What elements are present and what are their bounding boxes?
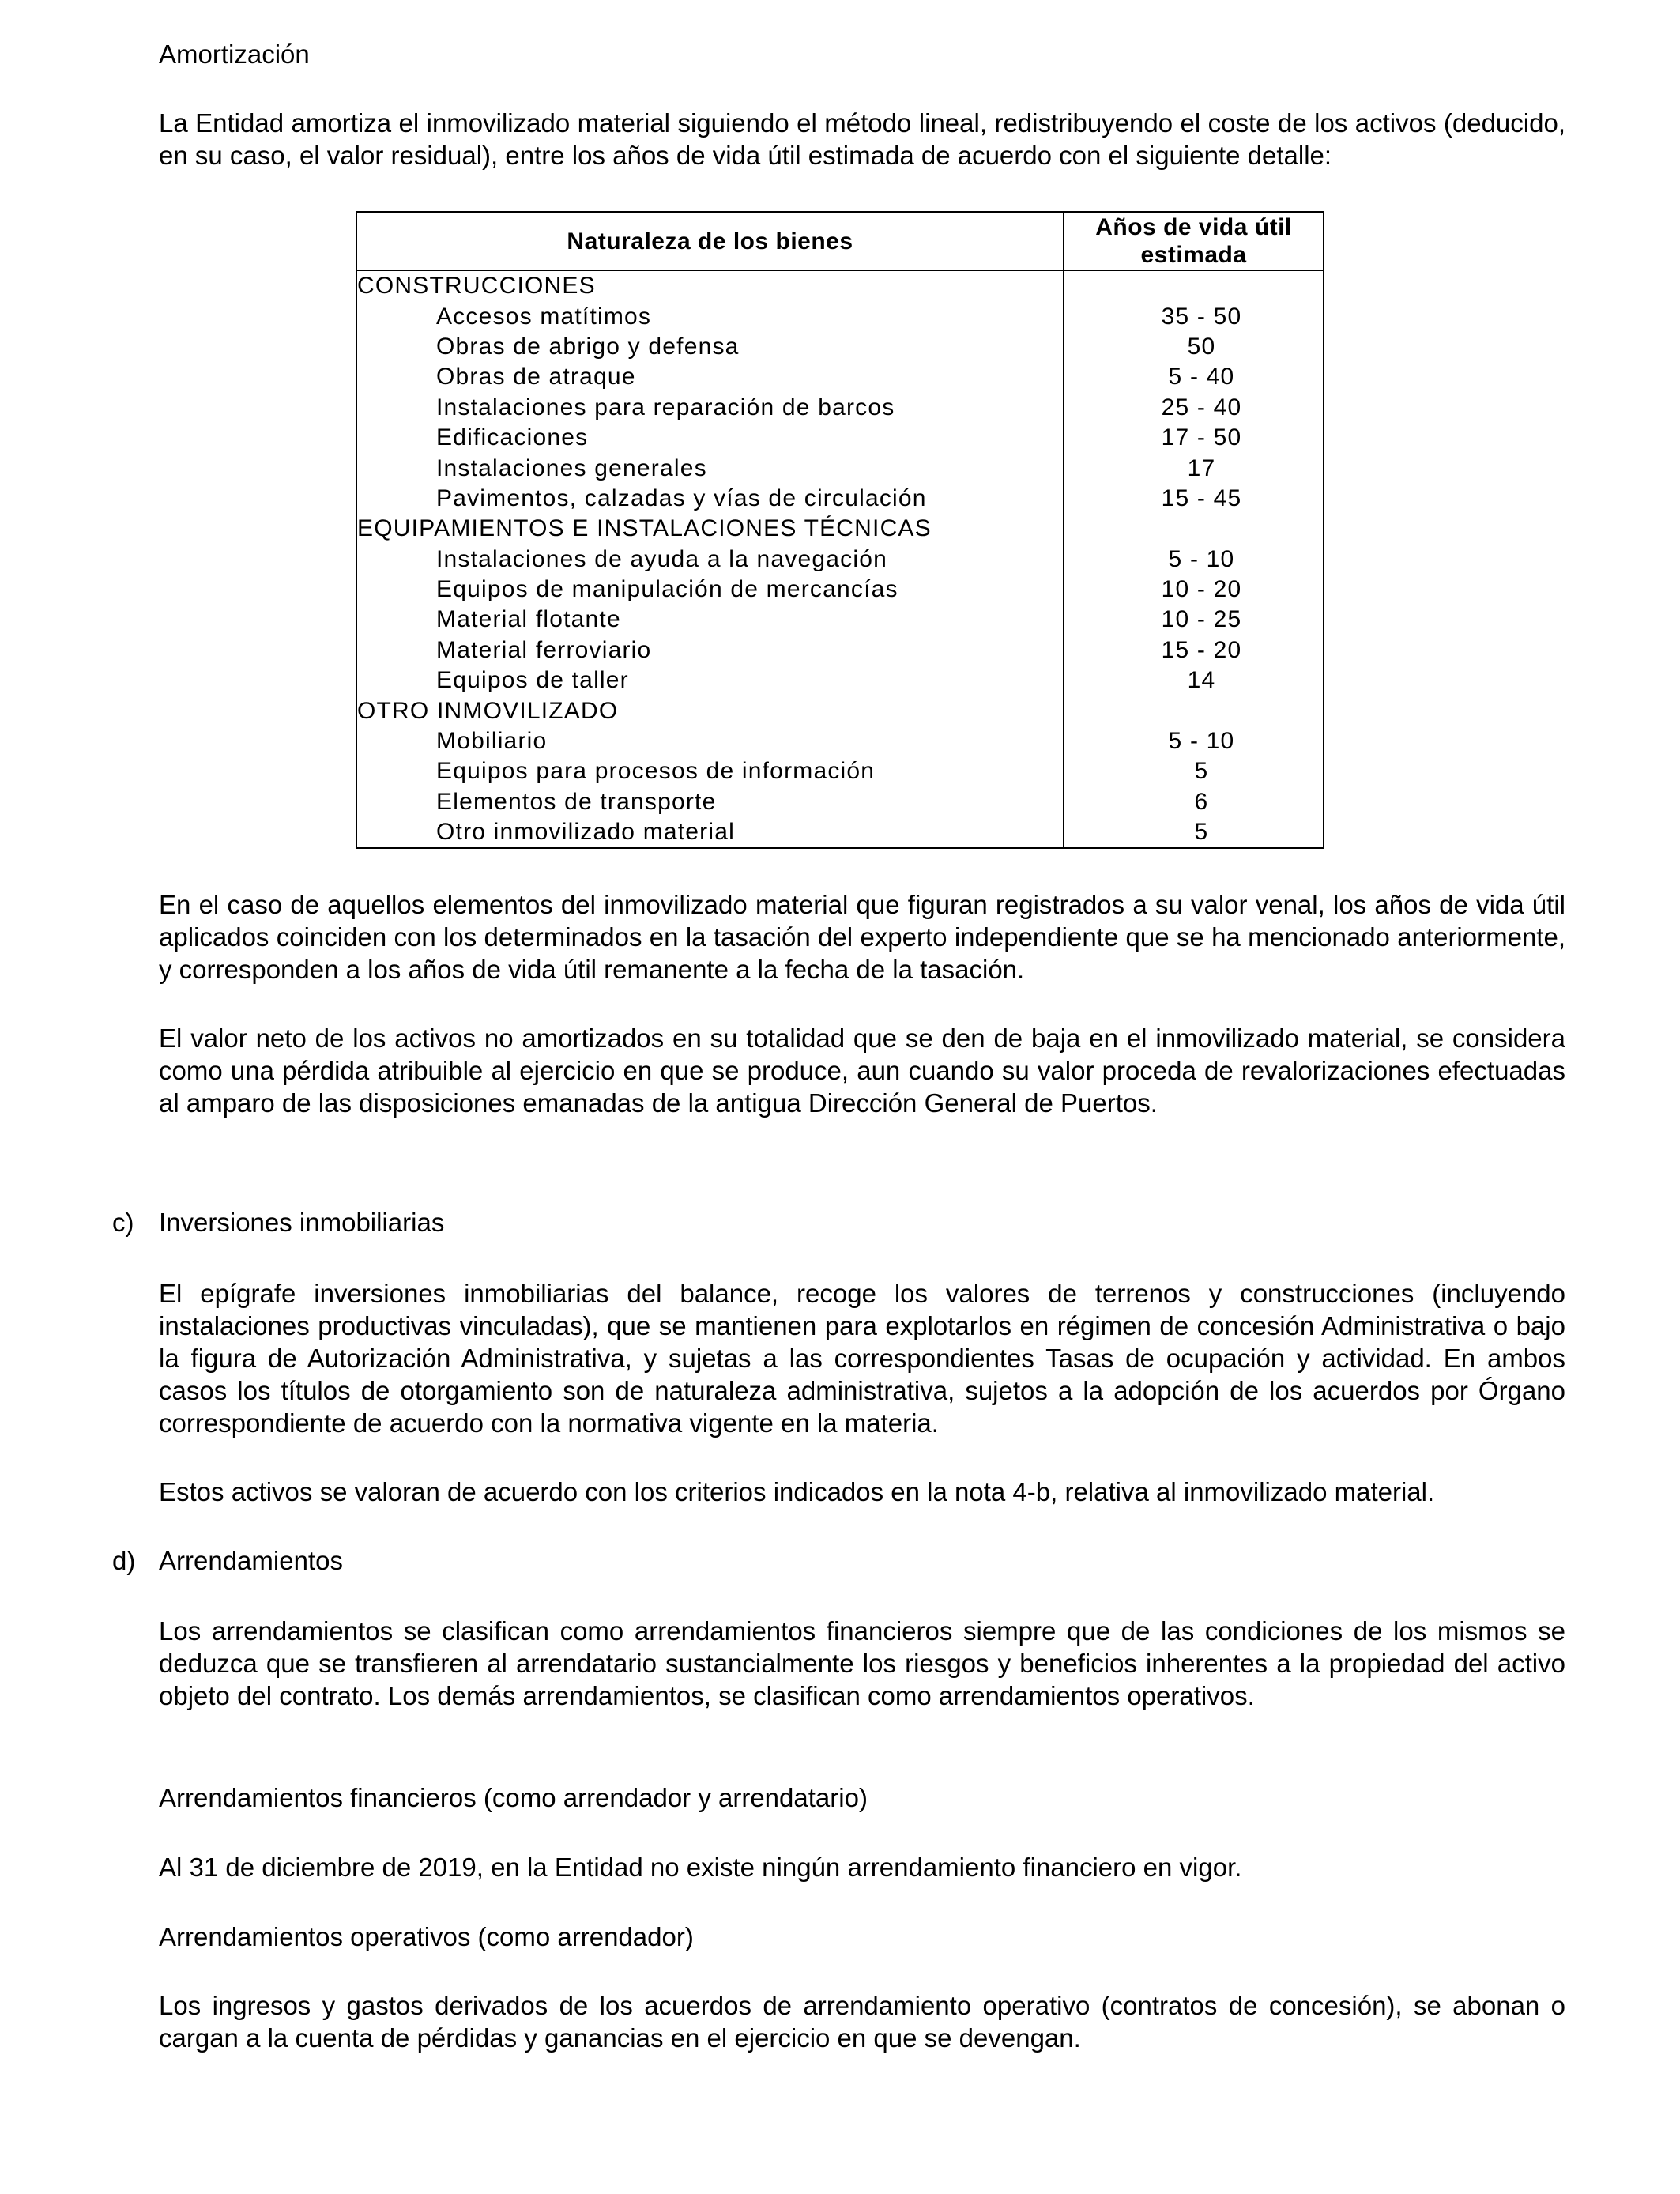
table-row	[356, 453, 1324, 483]
header-anos-vida-util: Años de vida útil estimada	[1064, 212, 1324, 270]
table-row	[356, 605, 1324, 635]
table-row	[356, 665, 1324, 696]
section-d-title: Arrendamientos	[159, 1546, 343, 1575]
amortizacion-intro: La Entidad amortiza el inmovilizado material siguiendo el método lineal, redistribuyendo el coste de los activos (deducido, en su caso, el valor residual), entre los años de vida útil estimada de acuerdo con el siguiente detalle:	[159, 108, 1565, 170]
section-c-paragraph-1: El epígrafe inversiones inmobiliarias del balance, recoge los valores de terrenos y construcciones (incluyendo instalaciones productivas vinculadas), que se mantienen para explotarlos en régimen de concesión Administrativa o bajo la figura de Autorización Administrativa, y sujetas a las correspondientes Tasas de ocupación y actividad. En ambos casos los títulos de otorgamiento son de naturaleza administrativa, sujetos a la adopción de los acuerdos por Órgano correspondiente de acuerdo con la normativa vigente en la materia.	[159, 1279, 1565, 1438]
useful-life-value: 10 - 25	[1064, 605, 1324, 635]
useful-life-value: 5 - 10	[1064, 545, 1324, 575]
useful-life-value: 35 - 50	[1064, 301, 1324, 331]
useful-life-value: 17	[1064, 453, 1324, 483]
asset-label: Instalaciones de ayuda a la navegación	[356, 545, 1064, 575]
asset-label: Instalaciones generales	[356, 453, 1064, 483]
table-category-row	[356, 696, 1324, 726]
paragraph-valor-venal: En el caso de aquellos elementos del inmovilizado material que figuran registrados a su valor venal, los años de vida útil aplicados coinciden con los determinados en la tasación del experto independiente que se ha mencionado anteriormente, y corresponden a los años de vida útil remanente a la fecha de la tasación.	[159, 890, 1565, 984]
asset-label: Equipos para procesos de información	[356, 756, 1064, 786]
useful-life-value: 50	[1064, 332, 1324, 362]
table-row	[356, 423, 1324, 453]
asset-label: Obras de abrigo y defensa	[356, 332, 1064, 362]
table-row	[356, 393, 1324, 423]
asset-label: Edificaciones	[356, 423, 1064, 453]
section-d-paragraph-1: Los arrendamientos se clasifican como arrendamientos financieros siempre que de las condiciones de los mismos se deduzca que se transfieren al arrendatario sustancialmente los riesgos y beneficios inherentes a la propiedad del activo objeto del contrato. Los demás arrendamientos, se clasifican como arrendamientos operativos.	[159, 1616, 1565, 1710]
category-label: OTRO INMOVILIZADO	[356, 696, 1064, 726]
section-c-marker: c)	[112, 1208, 134, 1237]
table-category-row	[356, 270, 1324, 301]
useful-life-value: 15 - 20	[1064, 635, 1324, 665]
asset-label: Accesos matítimos	[356, 301, 1064, 331]
table-row	[356, 635, 1324, 665]
asset-label: Mobiliario	[356, 726, 1064, 756]
arrendamientos-financieros-text: Al 31 de diciembre de 2019, en la Entidad no existe ningún arrendamiento financiero en vigor.	[159, 1853, 1242, 1882]
useful-life-value: 14	[1064, 665, 1324, 696]
table-row	[356, 332, 1324, 362]
category-label: CONSTRUCCIONES	[356, 270, 1064, 301]
table-row	[356, 756, 1324, 786]
arrendamientos-operativos-text: Los ingresos y gastos derivados de los acuerdos de arrendamiento operativo (contratos de concesión), se abonan o cargan a la cuenta de pérdidas y ganancias en el ejercicio en que se devengan.	[159, 1991, 1565, 2053]
header-naturaleza: Naturaleza de los bienes	[356, 212, 1064, 270]
useful-life-value: 25 - 40	[1064, 393, 1324, 423]
asset-label: Otro inmovilizado material	[356, 817, 1064, 848]
asset-label: Equipos de manipulación de mercancías	[356, 575, 1064, 605]
arrendamientos-operativos-title: Arrendamientos operativos (como arrendador)	[159, 1922, 694, 1951]
useful-life-value: 5 - 40	[1064, 362, 1324, 392]
asset-label: Equipos de taller	[356, 665, 1064, 696]
paragraph-valor-neto: El valor neto de los activos no amortizados en su totalidad que se den de baja en el inmovilizado material, se considera como una pérdida atribuible al ejercicio en que se produce, aun cuando su valor proceda de revalorizaciones efectuadas al amparo de las disposiciones emanadas de la antigua Dirección General de Puertos.	[159, 1023, 1565, 1118]
section-c-title: Inversiones inmobiliarias	[159, 1208, 445, 1237]
useful-life-value: 5	[1064, 817, 1324, 848]
amortizacion-title: Amortización	[159, 40, 310, 69]
table-row	[356, 545, 1324, 575]
useful-life-value: 15 - 45	[1064, 484, 1324, 514]
section-c-paragraph-2: Estos activos se valoran de acuerdo con los criterios indicados en la nota 4-b, relativa al inmovilizado material.	[159, 1477, 1435, 1506]
asset-label: Obras de atraque	[356, 362, 1064, 392]
useful-life-value	[1064, 270, 1324, 301]
table-header-row	[356, 212, 1324, 270]
useful-life-value: 5	[1064, 756, 1324, 786]
useful-life-value	[1064, 696, 1324, 726]
table-row	[356, 484, 1324, 514]
useful-life-value: 5 - 10	[1064, 726, 1324, 756]
asset-label: Pavimentos, calzadas y vías de circulación	[356, 484, 1064, 514]
useful-life-value: 10 - 20	[1064, 575, 1324, 605]
asset-label: Material ferroviario	[356, 635, 1064, 665]
table-category-row	[356, 514, 1324, 544]
table-row	[356, 575, 1324, 605]
asset-label: Elementos de transporte	[356, 787, 1064, 817]
table-row	[356, 726, 1324, 756]
useful-life-value	[1064, 514, 1324, 544]
asset-label: Material flotante	[356, 605, 1064, 635]
table-row	[356, 301, 1324, 331]
category-label: EQUIPAMIENTOS E INSTALACIONES TÉCNICAS	[356, 514, 1064, 544]
table-row	[356, 787, 1324, 817]
arrendamientos-financieros-title: Arrendamientos financieros (como arrendador y arrendatario)	[159, 1783, 868, 1812]
section-d-marker: d)	[112, 1546, 136, 1575]
table-body	[356, 270, 1324, 848]
table-row	[356, 817, 1324, 848]
asset-label: Instalaciones para reparación de barcos	[356, 393, 1064, 423]
useful-life-value: 17 - 50	[1064, 423, 1324, 453]
useful-life-table	[356, 211, 1324, 849]
table-row	[356, 362, 1324, 392]
useful-life-value: 6	[1064, 787, 1324, 817]
